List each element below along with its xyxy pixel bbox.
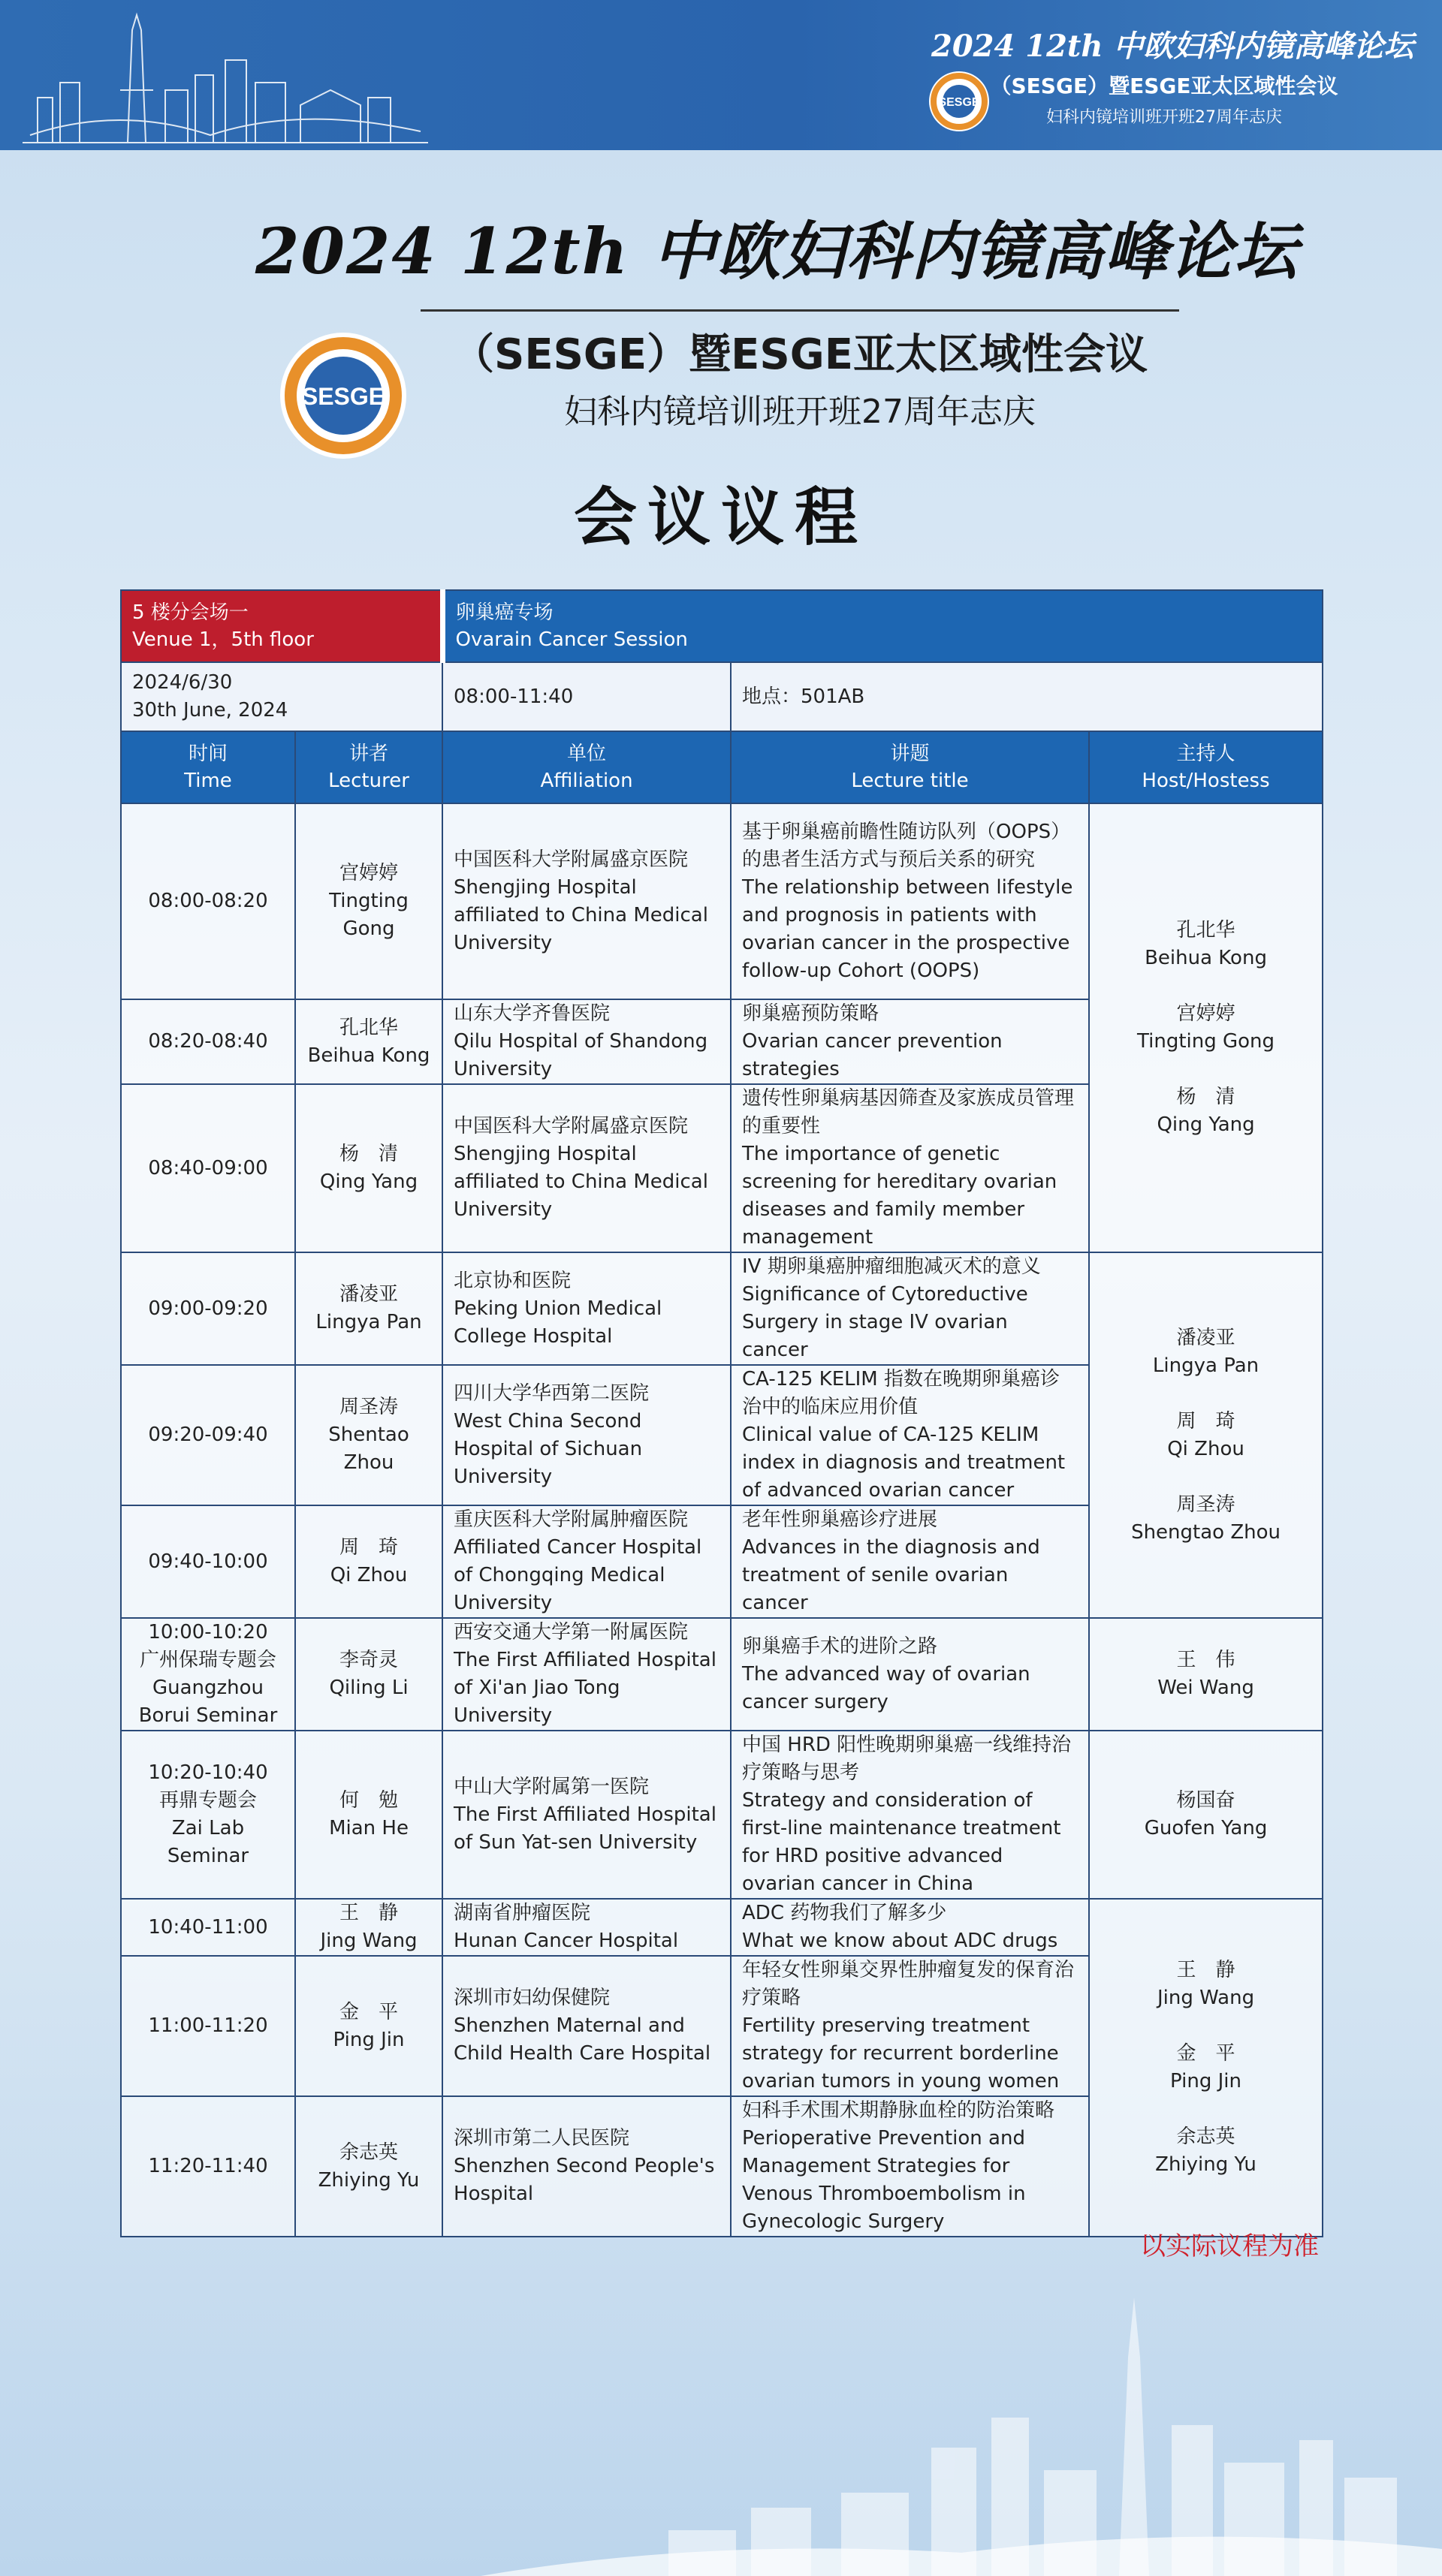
row-affiliation: 深圳市妇幼保健院 Shenzhen Maternal and Child Health Care Hospital [442,1956,731,2096]
row-time: 10:40-11:00 [121,1899,295,1956]
row-time: 08:40-09:00 [121,1084,295,1252]
venue-cn: 5 楼分会场一 [132,601,249,624]
venue-cell [121,590,442,662]
row-lecturer: 宫婷婷 Tingting Gong [295,803,442,999]
agenda-title: 会议议程 [573,480,868,554]
col-lecturer: 讲者 Lecturer [295,731,442,803]
table-row [121,1731,1323,1899]
table-row [121,1618,1323,1731]
row-affiliation: 中国医科大学附属盛京医院 Shengjing Hospital affiliated to China Medical University [442,1084,731,1252]
row-lecture-title: 遗传性卵巢病基因筛查及家族成员管理的重要性 The importance of genetic screening for hereditary ovarian diseases and family member management [731,1084,1089,1252]
sesge-logo [278,330,409,462]
row-affiliation: 深圳市第二人民医院 Shenzhen Second People's Hospital [442,2096,731,2237]
row-lecture-title: 卵巢癌手术的进阶之路 The advanced way of ovarian cancer surgery [731,1618,1089,1731]
row-time: 10:00-10:20 广州保瑞专题会 Guangzhou Borui Seminar [121,1618,295,1731]
city-skyline-icon [15,8,436,146]
row-lecture-title: 老年性卵巢癌诊疗进展 Advances in the diagnosis and treatment of senile ovarian cancer [731,1505,1089,1618]
row-time: 08:00-08:20 [121,803,295,999]
date-cn: 2024/6/30 [132,671,233,694]
row-lecture-title: 基于卵巢癌前瞻性随访队列（OOPS）的患者生活方式与预后关系的研究 The relationship between lifestyle and prognosis in patients with ovarian cancer in the prospective follow-up Cohort (OOPS) [731,803,1089,999]
row-affiliation: 北京协和医院 Peking Union Medical College Hospital [442,1252,731,1365]
row-affiliation: 西安交通大学第一附属医院 The First Affiliated Hospital of Xi'an Jiao Tong University [442,1618,731,1731]
row-lecturer: 周圣涛 Shentao Zhou [295,1365,442,1505]
row-lecturer: 何 勉 Mian He [295,1731,442,1899]
row-lecture-title: 妇科手术围术期静脉血栓的防治策略 Perioperative Prevention and Management Strategies for Venous Thromboembolism in Gynecologic Surgery [731,2096,1089,2237]
row-time: 08:20-08:40 [121,999,295,1084]
row-lecture-title: 年轻女性卵巢交界性肿瘤复发的保育治疗策略 Fertility preserving treatment strategy for recurrent borderline ovarian tumors in young women [731,1956,1089,2096]
row-lecture-title: 中国 HRD 阳性晚期卵巢癌一线维持治疗策略与思考 Strategy and consideration of first-line maintenance treatment for HRD positive advanced ovarian cancer in China [731,1731,1089,1899]
hero-subtitle: （SESGE）暨ESGE亚太区域性会议 [452,330,1148,379]
session-name-cell [442,590,1323,662]
row-affiliation: 湖南省肿瘤医院 Hunan Cancer Hospital [442,1899,731,1956]
top-title-line2: （SESGE）暨ESGE亚太区域性会议 [990,74,1338,98]
row-lecturer: 潘凌亚 Lingya Pan [295,1252,442,1365]
row-lecturer: 周 琦 Qi Zhou [295,1505,442,1618]
col-lecture-title: 讲题 Lecture title [731,731,1089,803]
row-lecture-title: ADC 药物我们了解多少 What we know about ADC drugs [731,1899,1089,1956]
svg-text:SESGE: SESGE [938,96,980,109]
host-cell: 王 伟 Wei Wang [1089,1618,1323,1731]
hero-divider [421,309,1179,312]
col-affiliation: 单位 Affiliation [442,731,731,803]
svg-text:SESGE: SESGE [301,383,385,410]
row-lecture-title: CA-125 KELIM 指数在晚期卵巢癌诊治中的临床应用价值 Clinical value of CA-125 KELIM index in diagnosis and treatment of advanced ovarian cancer [731,1365,1089,1505]
row-lecturer: 李奇灵 Qiling Li [295,1618,442,1731]
row-affiliation: 中山大学附属第一医院 The First Affiliated Hospital of Sun Yat-sen University [442,1731,731,1899]
city-skyline-bottom-icon [481,2252,1442,2576]
col-time: 时间 Time [121,731,295,803]
row-affiliation: 重庆医科大学附属肿瘤医院 Affiliated Cancer Hospital of Chongqing Medical University [442,1505,731,1618]
location: 地点：501AB [731,662,1323,731]
venue-en: Venue 1，5th floor [132,628,314,651]
session-name-en: Ovarain Cancer Session [455,628,688,651]
table-row [121,1252,1323,1365]
top-title-line3: 妇科内镜培训班开班27周年志庆 [1046,108,1282,127]
footer-note: 以实际议程为准 [1140,2231,1319,2261]
row-affiliation: 山东大学齐鲁医院 Qilu Hospital of Shandong University [442,999,731,1084]
agenda-table-wrap [120,589,1322,2237]
table-row [121,1899,1323,1956]
table-row [121,803,1323,999]
hero-title: 2024 12th 中欧妇科内镜高峰论坛 [255,214,1299,288]
row-time: 10:20-10:40 再鼎专题会 Zai Lab Seminar [121,1731,295,1899]
row-lecture-title: IV 期卵巢癌肿瘤细胞减灭术的意义 Significance of Cytoreductive Surgery in stage IV ovarian cancer [731,1252,1089,1365]
row-time: 11:00-11:20 [121,1956,295,2096]
time-range: 08:00-11:40 [442,662,731,731]
row-time: 11:20-11:40 [121,2096,295,2237]
row-affiliation: 中国医科大学附属盛京医院 Shengjing Hospital affiliated to China Medical University [442,803,731,999]
date-en: 30th June, 2024 [132,699,288,722]
row-lecturer: 王 静 Jing Wang [295,1899,442,1956]
host-cell: 杨国奋 Guofen Yang [1089,1731,1323,1899]
top-title-line1: 2024 12th 中欧妇科内镜高峰论坛 [931,29,1414,64]
row-lecturer: 杨 清 Qing Yang [295,1084,442,1252]
session-name-cn: 卵巢癌专场 [455,601,554,624]
host-cell: 王 静 Jing Wang 金 平 Ping Jin 余志英 Zhiying Yu [1089,1899,1323,2237]
row-lecturer: 金 平 Ping Jin [295,1956,442,2096]
row-time: 09:20-09:40 [121,1365,295,1505]
agenda-table [120,589,1323,2237]
row-lecturer: 孔北华 Beihua Kong [295,999,442,1084]
top-right-title [931,23,1414,128]
row-affiliation: 四川大学华西第二医院 West China Second Hospital of Sichuan University [442,1365,731,1505]
row-lecturer: 余志英 Zhiying Yu [295,2096,442,2237]
hero-subtitle-2: 妇科内镜培训班开班27周年志庆 [564,393,1036,431]
top-banner [0,0,1442,150]
host-cell: 潘凌亚 Lingya Pan 周 琦 Qi Zhou 周圣涛 Shengtao Zhou [1089,1252,1323,1618]
date-cell [121,662,442,731]
row-time: 09:00-09:20 [121,1252,295,1365]
row-time: 09:40-10:00 [121,1505,295,1618]
col-host: 主持人 Host/Hostess [1089,731,1323,803]
host-cell: 孔北华 Beihua Kong 宫婷婷 Tingting Gong 杨 清 Qing Yang [1089,803,1323,1252]
row-lecture-title: 卵巢癌预防策略 Ovarian cancer prevention strategies [731,999,1089,1084]
